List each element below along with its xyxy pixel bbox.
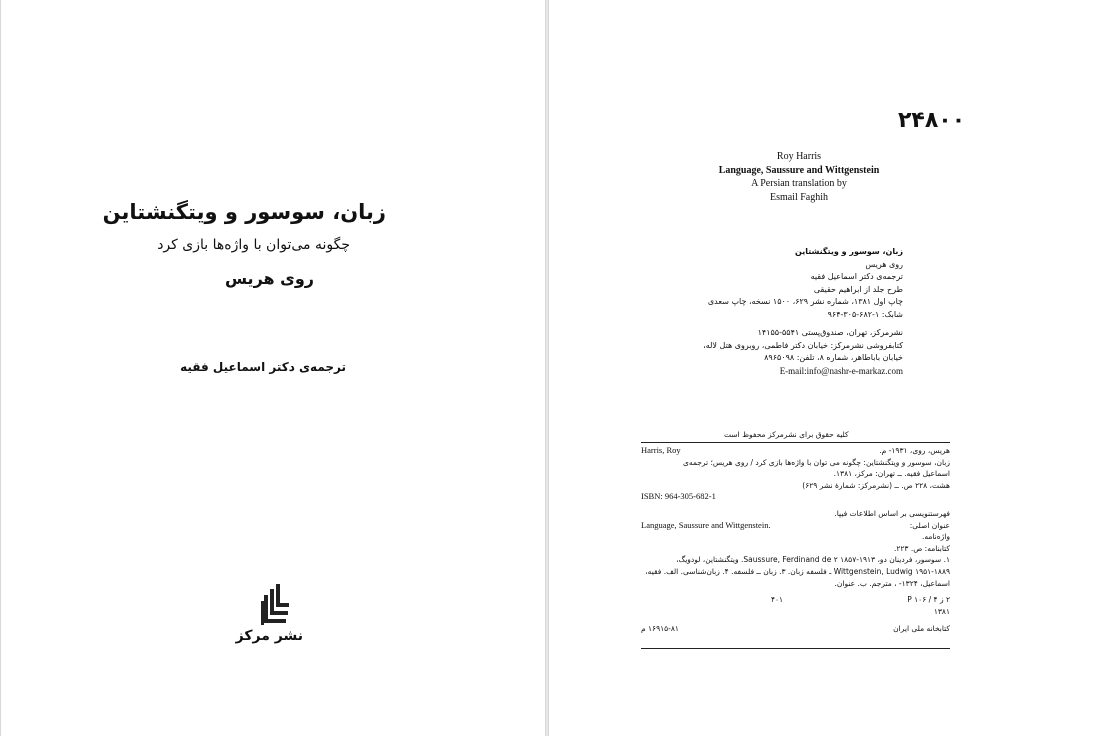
english-translation-note: A Persian translation by [751, 178, 847, 189]
english-author: Roy Harris [776, 151, 822, 162]
right-page [549, 0, 1093, 736]
cip-dewey: ۴۰۱ [771, 595, 784, 605]
english-title: Language, Saussure and Wittgenstein [718, 164, 880, 176]
cip-title-line: زبان، سوسور و ویتگنشتاین: چگونه می توان با واژه‌ها بازی کرد / روی هریس؛ ترجمه‌ی [682, 457, 950, 467]
cip-author-en: Harris, Roy [641, 445, 681, 455]
cip-subject-2: ۱۹۵۱-۱۸۸۹ Wittgenstein, Ludwig ـ فلسفه زبان. ۳. زبان ــ فلسفه. ۴. زبان‌شناسی. الف. فقیه، [645, 566, 950, 576]
cip-original-title: Language, Saussure and Wittgenstein. [641, 519, 771, 530]
cip-pages-line: هشت، ۲۲۸ ص. ــ (نشرمرکز: شمارهٔ نشر ۶۲۹) [802, 480, 950, 490]
cip-year: ۱۳۸۱ [933, 606, 950, 616]
book-author: روی هریس [224, 269, 314, 288]
persian-info-block [703, 246, 903, 377]
cip-call-number: ۲ ز ۴ / ۱۰۶ P [907, 595, 950, 605]
persian-title: زبان، سوسور و ویتگنشتاین [795, 247, 903, 256]
book-subtitle: چگونه می‌توان با واژه‌ها بازی کرد [157, 237, 350, 253]
cip-top-rule [641, 442, 950, 443]
cip-library-number: ۱۶۹۱۵-۸۱ م [641, 624, 679, 634]
cip-publication-line: اسماعیل فقیه. ــ تهران: مرکز، ۱۳۸۱. [833, 469, 950, 479]
edition-info: چاپ اول ۱۳۸۱، شماره نشر ۶۲۹، ۱۵۰۰ نسخه، چاپ سعدی [707, 297, 903, 306]
publisher-address: نشرمرکز، تهران، صندوق‌پستی ۵۵۴۱-۱۴۱۵۵ [757, 328, 903, 337]
book-title: زبان، سوسور و ویتگنشتاین [102, 200, 386, 224]
cip-library: کتابخانه ملی ایران [893, 624, 950, 634]
cip-record [641, 445, 950, 635]
publisher-logo-icon [260, 583, 290, 625]
cip-subject-1: ۱. سوسور، فردینان دو، ۱۹۱۳-۱۸۵۷ Saussure, Ferdinand de ۲. ویتگنشتاین، لودویگ، [676, 555, 950, 565]
cover-design-credit: طرح جلد از ابراهیم حقیقی [813, 284, 903, 294]
cip-original-title-label: عنوان اصلی: [909, 520, 950, 530]
copyright-notice: کلیه حقوق برای نشرمرکز محفوظ است [724, 430, 849, 439]
persian-translator: ترجمه‌ی دکتر اسماعیل فقیه [810, 272, 903, 281]
cip-author-fa: هریس، روی، ۱۹۳۱- م. [879, 446, 950, 455]
english-translator: Esmail Faghih [769, 191, 829, 203]
cip-bottom-rule [641, 648, 950, 649]
cip-bibliography: کتابنامه: ص. ۲۲۳. [893, 543, 950, 553]
persian-author: روی هریس [865, 259, 903, 269]
cip-fipa-note: فهرستنویسی بر اساس اطلاعات فیپا. [834, 508, 950, 518]
english-title-block [699, 150, 899, 204]
serial-number: ۲۴۸۰۰ [898, 108, 966, 133]
cip-glossary: واژه‌نامه. [921, 532, 950, 542]
cip-subject-3: اسماعیل، ۱۳۲۴- ، مترجم. ب. عنوان. [834, 578, 950, 588]
book-translator: ترجمه‌ی دکتر اسماعیل فقیه [180, 360, 346, 374]
cip-isbn: ISBN: 964-305-682-1 [641, 491, 716, 502]
left-page [0, 0, 546, 736]
bookstore-address: کتابفروشی نشرمرکز: خیابان دکتر فاطمی، روبروی هتل لاله، [703, 340, 903, 350]
publisher-email: E-mail:info@nashr-e-markaz.com [779, 365, 903, 376]
bookstore-phone: خیابان باباطاهر، شماره ۸، تلفن: ۸۹۶۵۰۹۸ [764, 353, 903, 362]
publisher-name: نشر مرکز [235, 628, 303, 644]
isbn-fa: شابک: ۱-۶۸۲-۳۰۵-۹۶۴ [827, 309, 903, 319]
